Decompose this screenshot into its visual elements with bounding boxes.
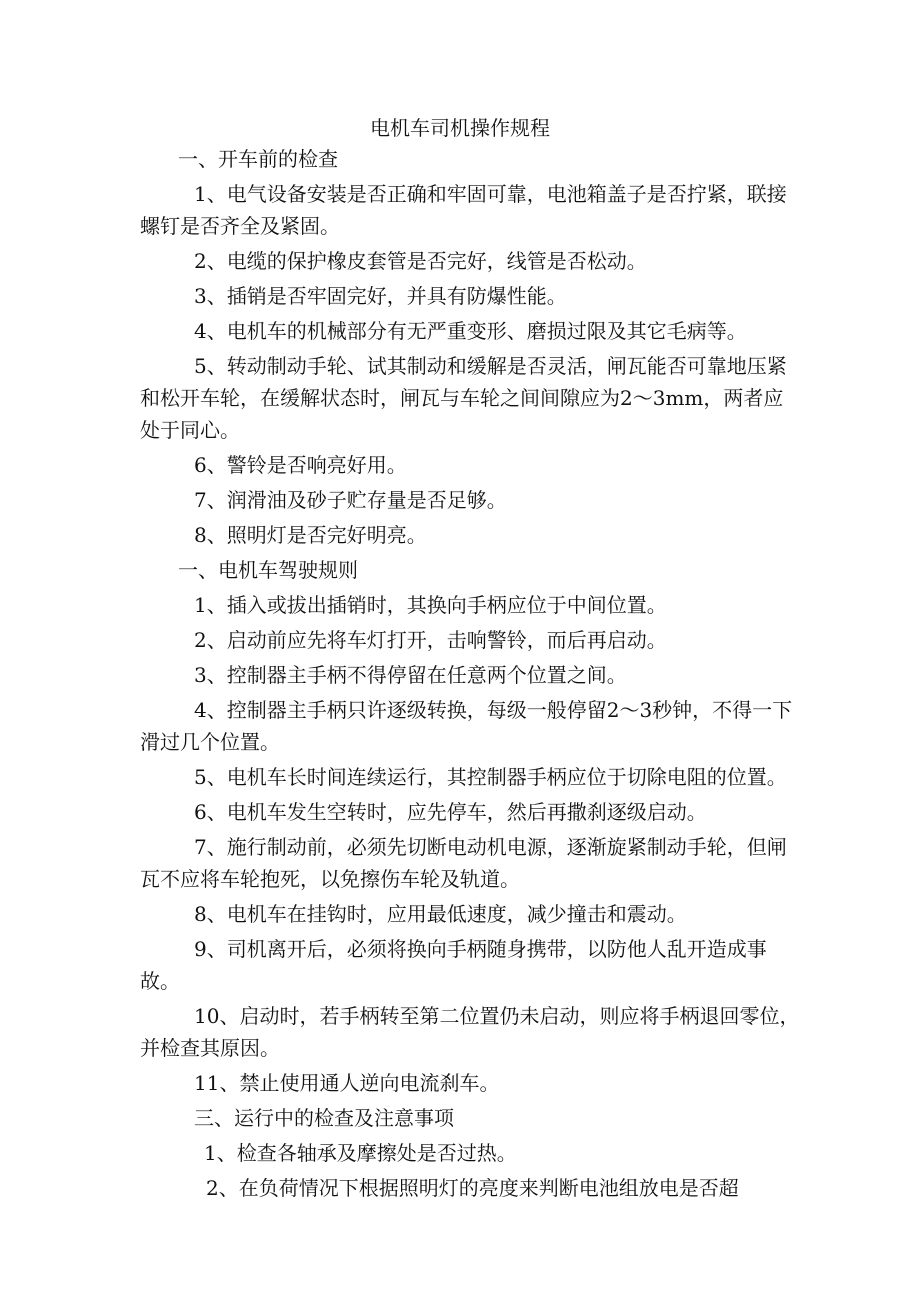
section-heading: 一、开车前的检查 <box>178 147 338 171</box>
document-body <box>140 143 800 1207</box>
list-item: 1、插入或拔出插销时，其换向手柄应位于中间位置。 <box>194 593 667 617</box>
section-heading: 三、运行中的检查及注意事项 <box>194 1106 454 1130</box>
list-item: 11、禁止使用通人逆向电流刹车。 <box>194 1071 500 1095</box>
list-item: 8、电机车在挂钩时，应用最低速度，减少撞击和震动。 <box>194 902 687 926</box>
list-item: 7、施行制动前，必须先切断电动机电源，逐渐旋紧制动手轮，但闸瓦不应将车轮抱死，以免擦伤车轮及轨道。 <box>140 835 787 891</box>
section-heading: 一、电机车驾驶规则 <box>178 558 358 582</box>
document-title: 电机车司机操作规程 <box>370 116 550 140</box>
list-item: 3、控制器主手柄不得停留在任意两个位置之间。 <box>194 663 627 687</box>
list-item: 3、插销是否牢固完好，并具有防爆性能。 <box>194 284 567 308</box>
list-item: 2、启动前应先将车灯打开，击响警铃，而后再启动。 <box>194 628 667 652</box>
list-item: 5、转动制动手轮、试其制动和缓解是否灵活，闸瓦能否可靠地压紧和松开车轮，在缓解状态时，闸瓦与车轮之间间隙应为2～3mm，两者应处于同心。 <box>140 354 787 442</box>
list-item: 6、电机车发生空转时，应先停车，然后再撒刹逐级启动。 <box>194 800 707 824</box>
list-item: 7、润滑油及砂子贮存量是否足够。 <box>194 488 507 512</box>
list-item: 8、照明灯是否完好明亮。 <box>194 523 427 547</box>
list-item: 9、司机离开后，必须将换向手柄随身携带，以防他人乱开造成事故。 <box>140 937 767 993</box>
list-item: 4、电机车的机械部分有无严重变形、磨损过限及其它毛病等。 <box>194 319 747 343</box>
list-item: 4、控制器主手柄只许逐级转换，每级一般停留2～3秒钟，不得一下滑过几个位置。 <box>140 698 793 754</box>
list-item: 2、电缆的保护橡皮套管是否完好，线管是否松动。 <box>194 249 647 273</box>
list-item: 1、电气设备安装是否正确和牢固可靠，电池箱盖子是否拧紧，联接螺钉是否齐全及紧固。 <box>140 182 787 238</box>
list-item: 6、警铃是否响亮好用。 <box>194 453 407 477</box>
list-item: 1、检查各轴承及摩擦处是否过热。 <box>204 1141 517 1165</box>
list-item: 2、在负荷情况下根据照明灯的亮度来判断电池组放电是否超 <box>206 1176 739 1200</box>
list-item: 5、电机车长时间连续运行，其控制器手柄应位于切除电阻的位置。 <box>194 765 787 789</box>
list-item: 10、启动时，若手柄转至第二位置仍未启动，则应将手柄退回零位，并检查其原因。 <box>140 1004 800 1060</box>
